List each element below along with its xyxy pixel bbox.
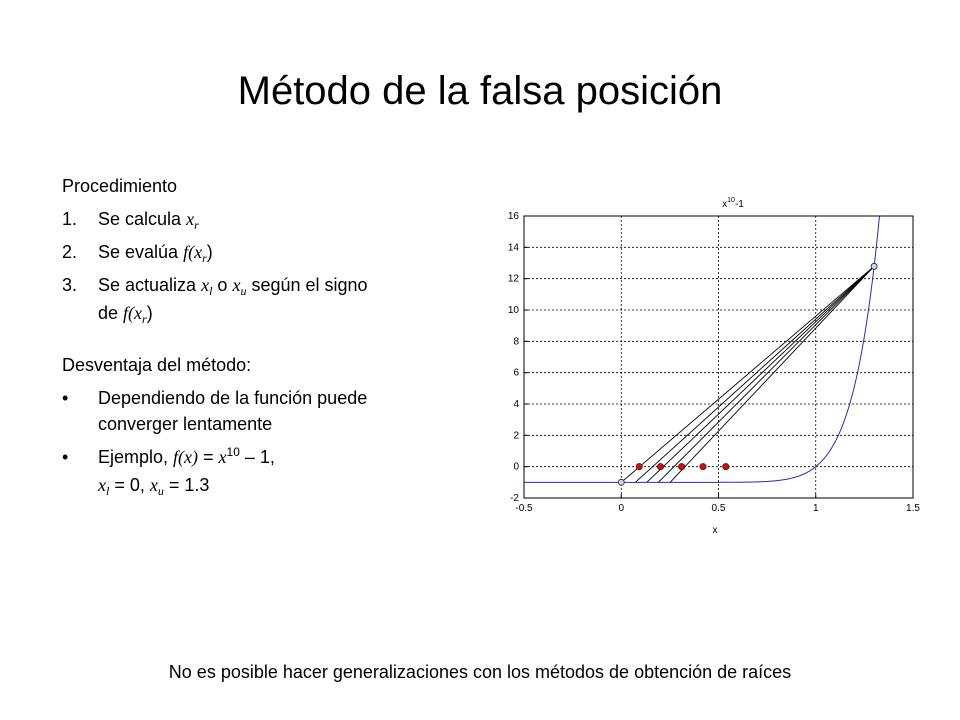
chart-title-power: 10 <box>727 197 735 204</box>
footer-note: No es posible hacer generalizaciones con los métodos de obtención de raíces <box>168 662 792 682</box>
y-tick-label: 16 <box>507 211 519 222</box>
step-3 <box>62 272 462 328</box>
step-text: Se evalúa <box>98 242 179 262</box>
math-var: x <box>201 275 210 295</box>
y-tick-label: 14 <box>507 242 519 254</box>
bullet-text: Dependiendo de la función puede <box>98 388 368 408</box>
x-tick-label: 1.5 <box>906 503 920 514</box>
math-sub: r <box>194 218 199 232</box>
y-tick-label: 12 <box>507 273 519 285</box>
bullet-text: Ejemplo, <box>98 447 174 467</box>
math-expr: f(x <box>123 303 143 323</box>
bullet-text: converger lentamente <box>98 414 273 434</box>
root-estimate-point <box>636 463 642 469</box>
chart-title-base: x <box>722 199 728 210</box>
step-2 <box>62 239 462 267</box>
math-var: x <box>149 475 158 495</box>
math-sub: u <box>240 284 247 298</box>
step-1 <box>62 206 462 234</box>
grid <box>524 216 913 498</box>
step-number: 1. <box>62 209 78 229</box>
step-number: 3. <box>62 275 78 295</box>
root-estimate-point <box>723 463 729 469</box>
secant-line <box>647 266 874 482</box>
procedure-heading: Procedimiento <box>62 176 178 196</box>
x-tick-label: 0 <box>618 503 625 514</box>
math-expr: f(x) <box>173 447 199 467</box>
math-value: = 1.3 <box>163 475 210 495</box>
text-content <box>62 173 462 500</box>
upper-bound-point <box>871 263 877 269</box>
math-sub: l <box>106 484 110 498</box>
function-curve <box>524 216 879 482</box>
y-tick-label: 2 <box>513 430 519 442</box>
math-var: x <box>218 447 227 467</box>
root-estimate-point <box>657 463 663 469</box>
step-text-after: según el signo <box>246 275 368 295</box>
math-close: ) <box>206 242 213 262</box>
step-text: Se actualiza <box>98 275 197 295</box>
x-tick-label: 1 <box>812 503 819 514</box>
chart-svg <box>470 188 940 538</box>
math-sub: u <box>157 484 164 498</box>
chart-title-tail: -1 <box>734 199 744 210</box>
root-estimate-point <box>700 463 706 469</box>
y-tick-label: 10 <box>507 305 519 316</box>
secant-line <box>658 266 874 482</box>
y-tick-label: 4 <box>513 399 519 410</box>
math-sub: r <box>202 251 207 265</box>
bullet-icon: • <box>62 388 69 408</box>
math-expr: f(x <box>183 242 203 262</box>
y-tick-label: -2 <box>510 493 519 504</box>
math-minus: – 1, <box>239 447 275 467</box>
bullet-icon: • <box>62 447 69 467</box>
secant-line <box>635 266 874 482</box>
x-axis-label: x <box>712 525 718 536</box>
step-text: Se calcula <box>98 209 182 229</box>
math-sub: r <box>142 312 147 326</box>
secant-lines <box>621 266 874 482</box>
secant-line <box>670 266 874 482</box>
math-var: x <box>98 475 106 495</box>
y-tick-label: 6 <box>513 367 519 379</box>
math-var: x <box>232 275 241 295</box>
y-tick-label: 0 <box>513 461 519 473</box>
math-power: 10 <box>226 445 240 459</box>
step-number: 2. <box>62 242 78 262</box>
step-text-mid: o <box>212 275 233 295</box>
x-tick-label: -0.5 <box>515 503 533 514</box>
chart-title <box>722 197 744 210</box>
math-value: = 0, <box>109 475 150 495</box>
axis-ticks <box>508 211 921 514</box>
step-text-line2: de <box>98 303 119 323</box>
math-close: ) <box>146 303 153 323</box>
lower-bound-point <box>618 479 624 485</box>
bullet-2 <box>62 444 462 500</box>
math-sub: l <box>209 284 213 298</box>
y-tick-label: 8 <box>513 336 519 348</box>
chart <box>470 188 940 538</box>
secant-line <box>621 266 874 482</box>
bullet-1 <box>62 385 462 437</box>
slide-title: Método de la falsa posición <box>237 69 723 113</box>
math-var: x <box>186 209 195 229</box>
disadvantage-heading: Desventaja del método: <box>62 355 252 375</box>
root-estimate-point <box>678 463 684 469</box>
math-eq: = <box>198 447 219 467</box>
x-tick-label: 0.5 <box>711 503 726 514</box>
